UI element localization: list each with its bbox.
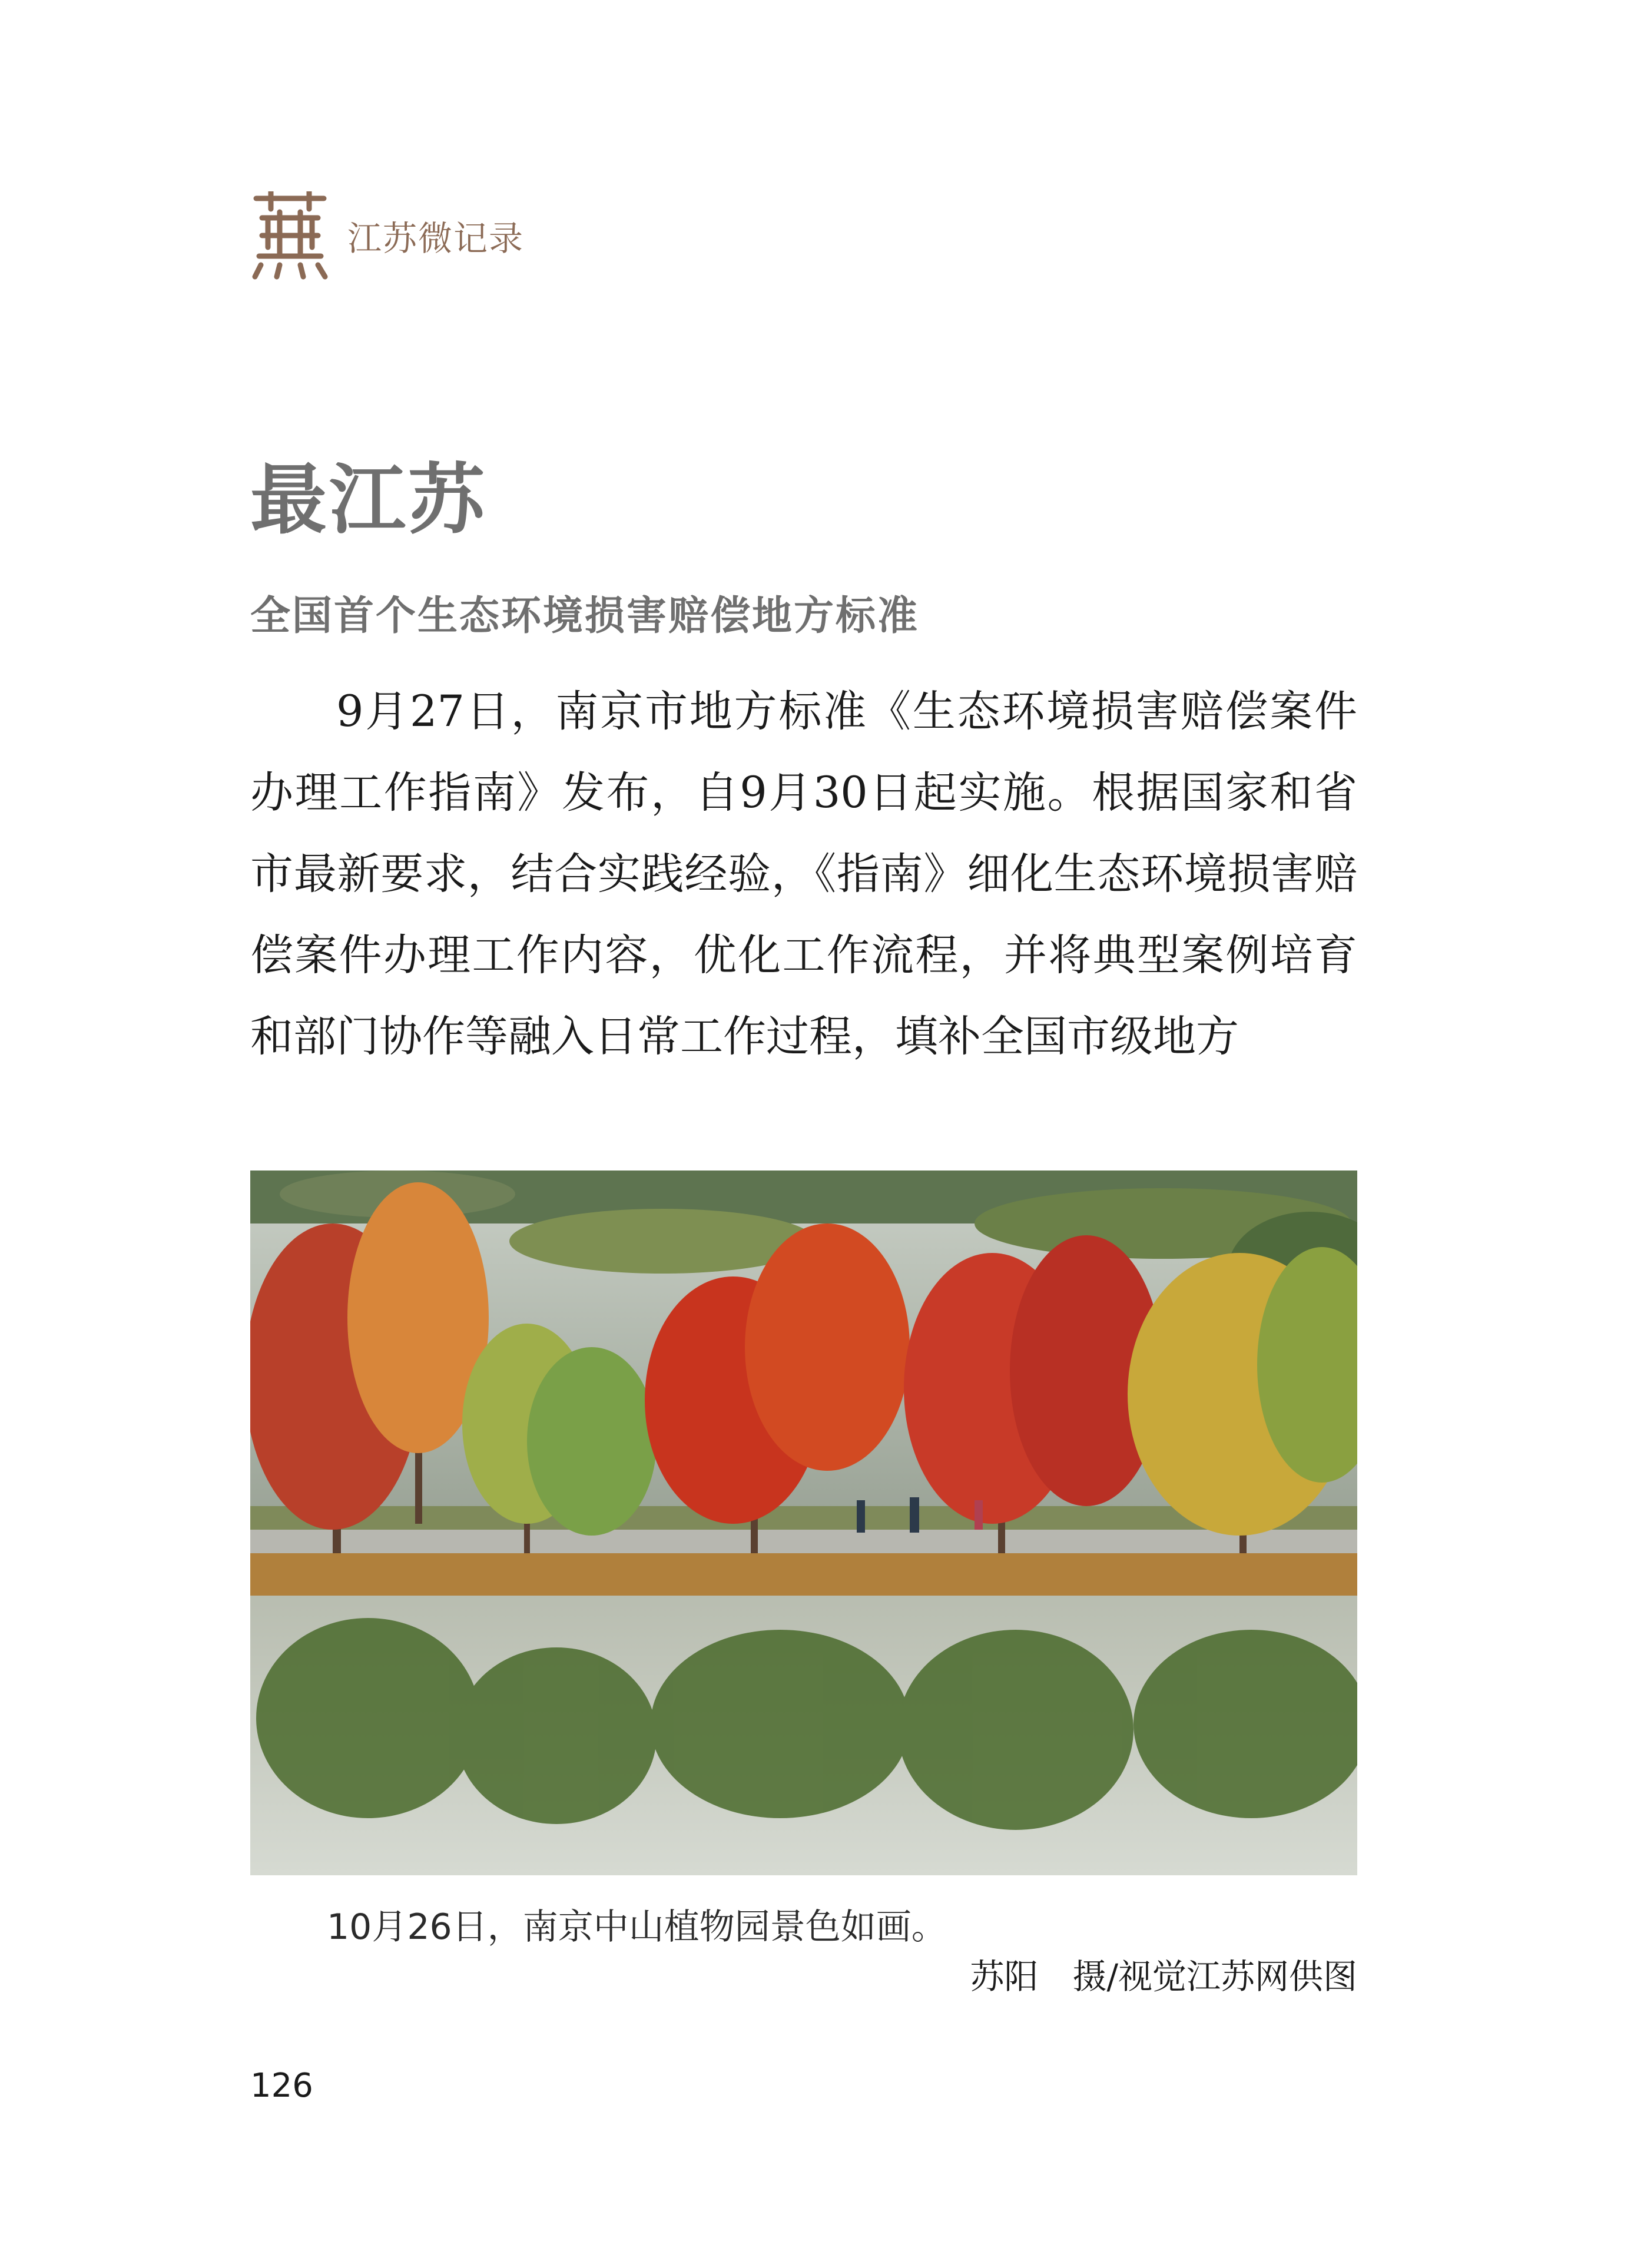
article-subtitle: 全国首个生态环境损害赔偿地方标准 xyxy=(250,592,920,639)
page-title: 最江苏 xyxy=(250,455,488,545)
article-body: 9月27日，南京市地方标准《生态环境损害赔偿案件办理工作指南》发布，自9月30日起实施。根据国家和省市最新要求，结合实践经验，《指南》细化生态环境损害赔偿案件办理工作内容，优化工作流程，并将典型案例培育和部门协作等融入日常工作过程，填补全国市级地方 xyxy=(250,687,1357,1062)
photo-credit: 苏阳 摄/视觉江苏网供图 xyxy=(970,1957,1357,1997)
autumn-park-lake-photo xyxy=(250,1171,1357,1875)
section-label: 江苏微记录 xyxy=(347,218,525,258)
jiangsu-character-logo-icon xyxy=(250,191,330,280)
page-header xyxy=(250,191,524,280)
photo-caption: 10月26日，南京中山植物园景色如画。 xyxy=(327,1906,947,1948)
page-number: 126 xyxy=(250,2067,313,2105)
